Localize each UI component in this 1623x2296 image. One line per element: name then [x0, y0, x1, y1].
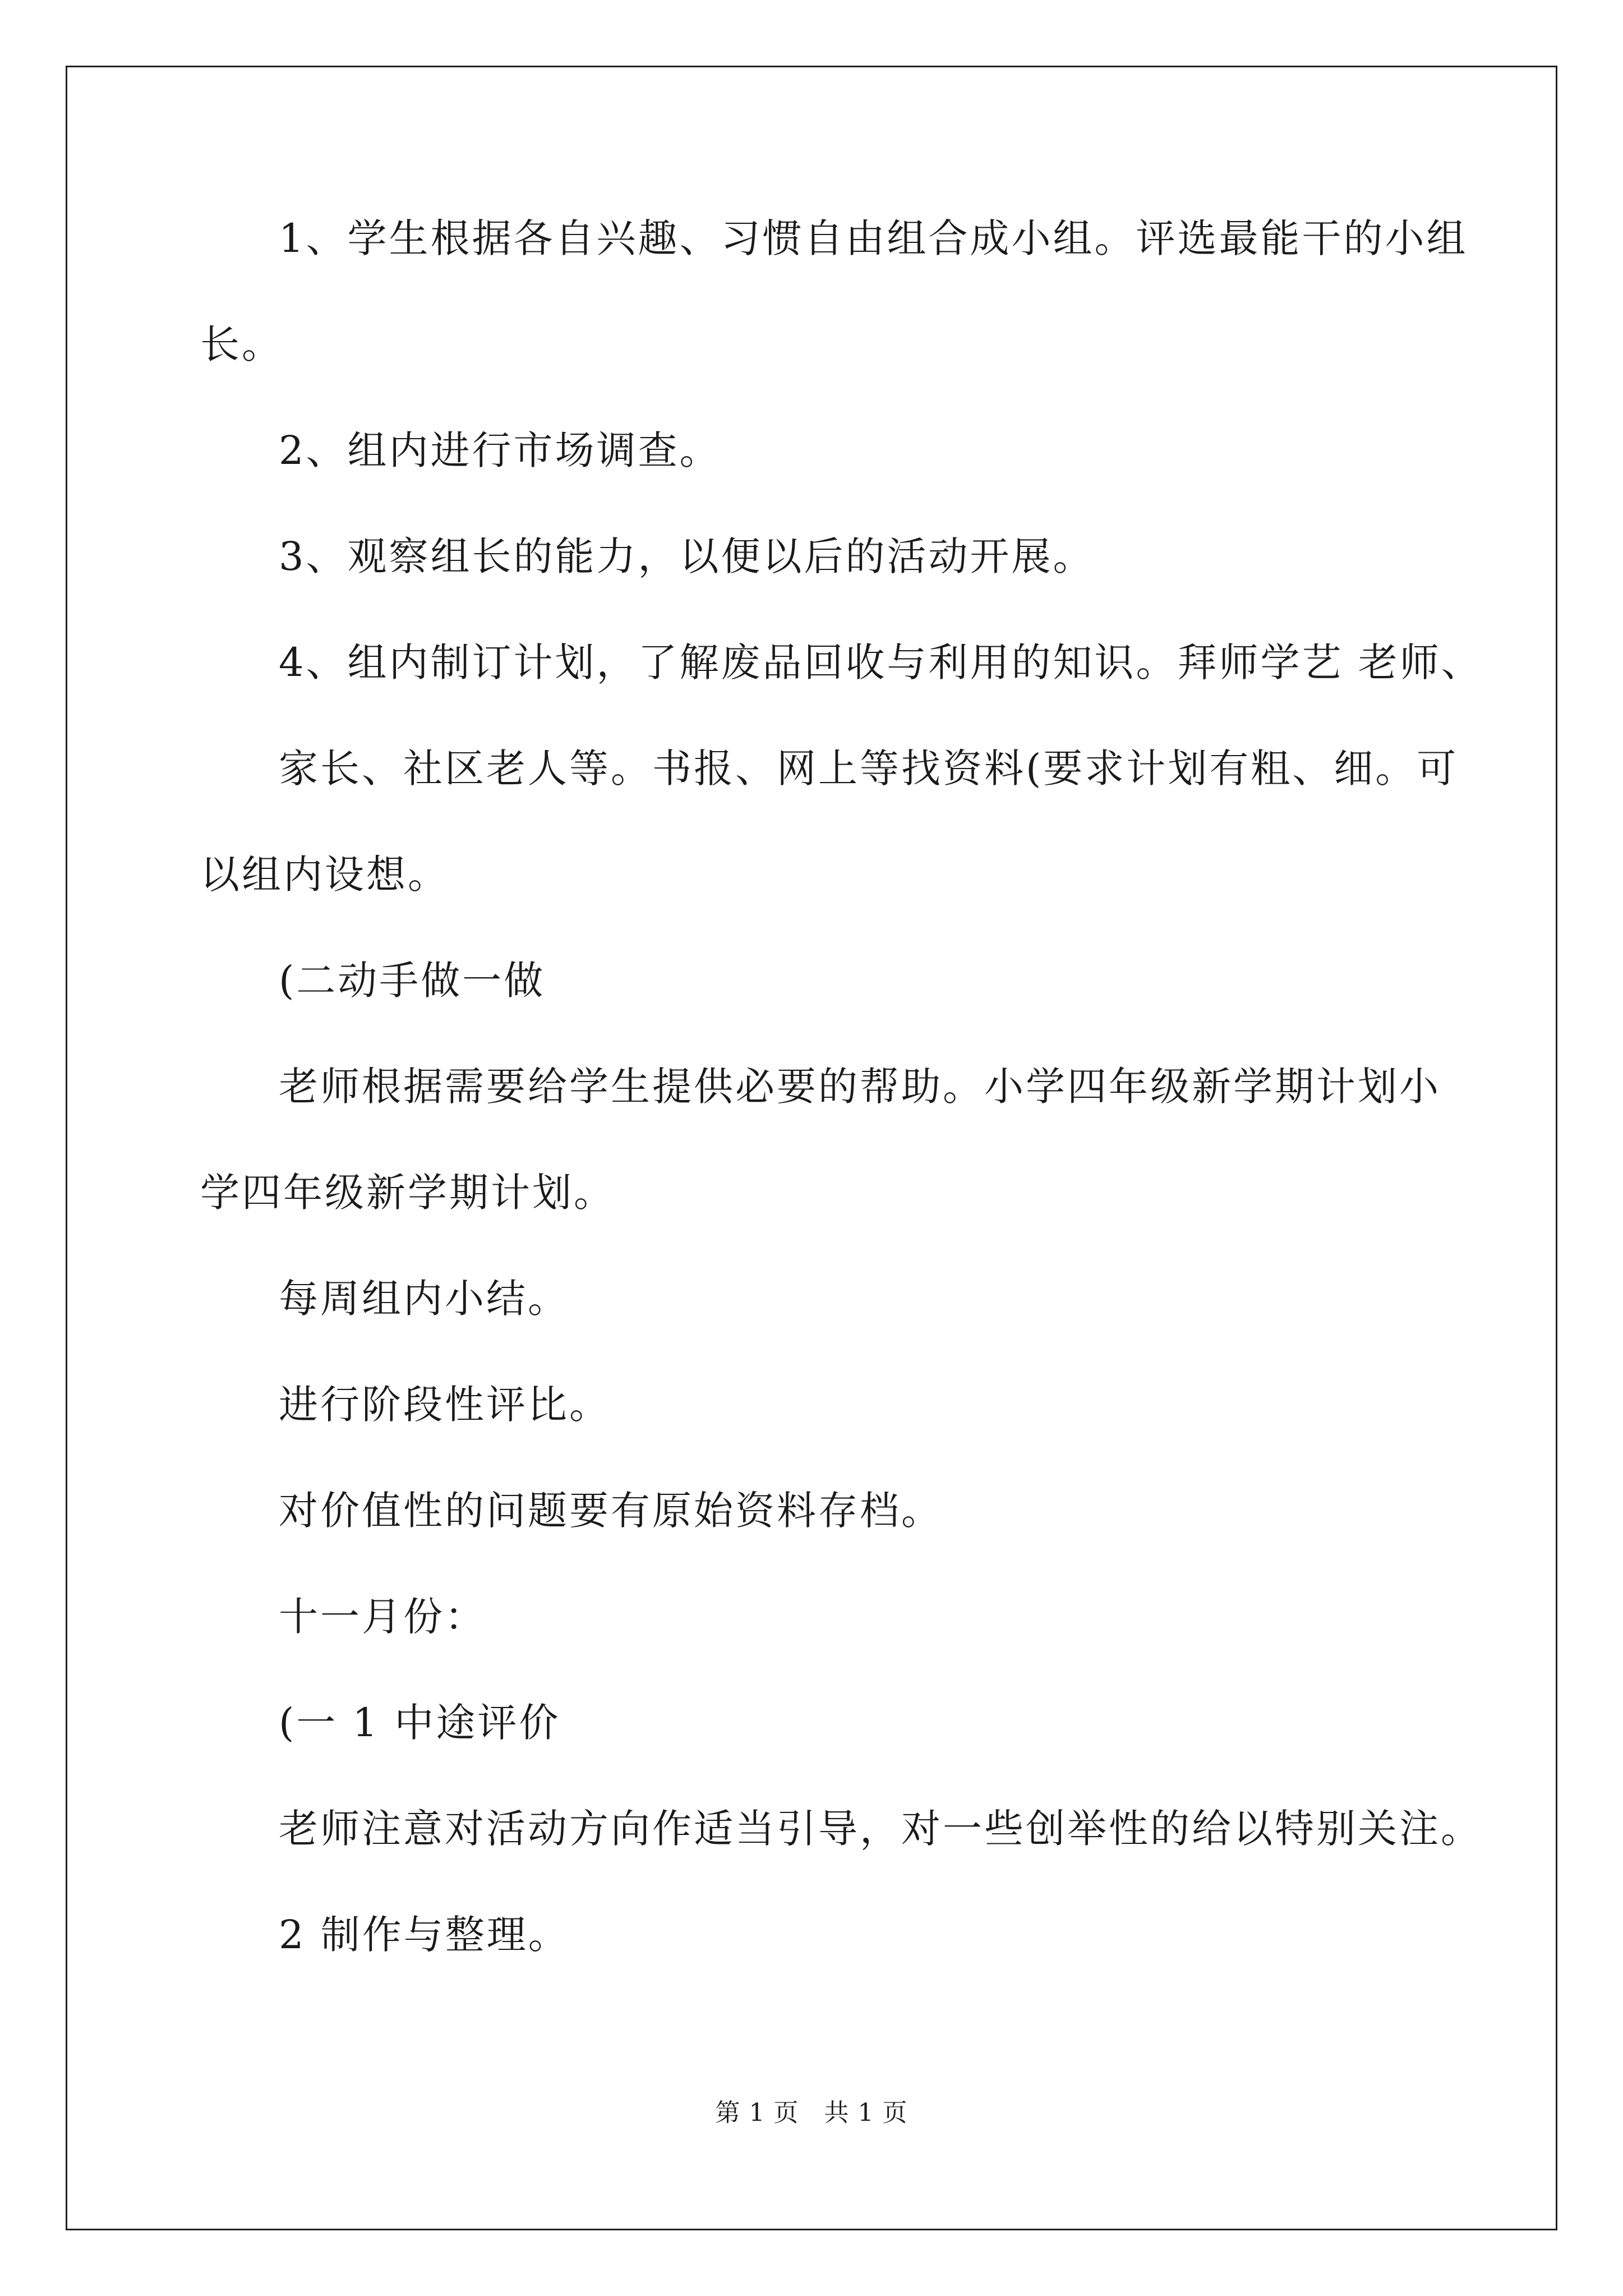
paragraph-line-6: 家长、社区老人等。书报、网上等找资料(要求计划有粗、细。可: [279, 746, 1459, 792]
paragraph-line-12: 进行阶段性评比。: [279, 1382, 611, 1428]
paragraph-line-2: 长。: [200, 321, 283, 367]
paragraph-line-8: (二动手做一做: [279, 958, 546, 1004]
paragraph-line-10: 学四年级新学期计划。: [200, 1170, 615, 1216]
paragraph-line-3: 2、组内进行市场调查。: [279, 427, 721, 473]
page-border: [66, 66, 1557, 2230]
paragraph-line-11: 每周组内小结。: [279, 1276, 569, 1322]
paragraph-line-16: 老师注意对活动方向作适当引导，对一些创举性的给以特别关注。: [279, 1806, 1482, 1852]
paragraph-line-14: 十一月份：: [279, 1594, 486, 1640]
paragraph-line-1: 1、学生根据各自兴趣、习惯自由组合成小组。评选最能干的小组: [279, 215, 1468, 261]
paragraph-line-17: 2 制作与整理。: [279, 1912, 570, 1958]
paragraph-line-5: 4、组内制订计划，了解废品回收与利用的知识。拜师学艺 老师、: [279, 639, 1483, 685]
page-footer: 第 1 页 共 1 页: [715, 2099, 908, 2127]
paragraph-line-15: (一 1 中途评价: [279, 1700, 561, 1746]
paragraph-line-7: 以组内设想。: [200, 852, 449, 898]
paragraph-line-9: 老师根据需要给学生提供必要的帮助。小学四年级新学期计划小: [279, 1064, 1441, 1110]
paragraph-line-4: 3、观察组长的能力，以便以后的活动开展。: [279, 533, 1095, 579]
paragraph-line-13: 对价值性的问题要有原始资料存档。: [279, 1488, 943, 1534]
